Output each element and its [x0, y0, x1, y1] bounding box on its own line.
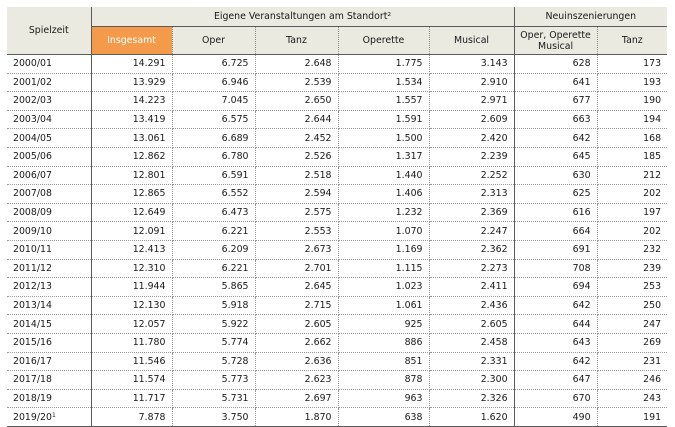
cell-tanz: 2.452 [255, 129, 338, 148]
cell-operette: 878 [338, 371, 429, 390]
cell-insgesamt: 13.061 [91, 129, 172, 148]
cell-tanz: 2.645 [255, 278, 338, 297]
cell-neu-oper-operette-musical: 694 [514, 278, 597, 297]
cell-tanz: 2.539 [255, 73, 338, 92]
header-group-eigene-veranstaltungen: Eigene Veranstaltungen am Standort² [91, 7, 514, 27]
table-row [7, 371, 667, 390]
cell-neu-oper-operette-musical: 644 [514, 315, 597, 334]
table-header [7, 7, 667, 55]
cell-tanz: 2.644 [255, 110, 338, 129]
cell-oper: 6.946 [172, 73, 255, 92]
table-row [7, 166, 667, 185]
theater-statistics-table [7, 7, 667, 427]
cell-tanz: 2.623 [255, 371, 338, 390]
cell-spielzeit: 2016/17 [7, 352, 91, 371]
cell-neu-oper-operette-musical: 642 [514, 129, 597, 148]
cell-neu-tanz: 190 [597, 92, 667, 111]
cell-tanz: 2.594 [255, 185, 338, 204]
cell-spielzeit: 2002/03 [7, 92, 91, 111]
cell-neu-tanz: 246 [597, 371, 667, 390]
cell-oper: 5.774 [172, 333, 255, 352]
cell-operette: 886 [338, 333, 429, 352]
cell-insgesamt: 12.091 [91, 222, 172, 241]
cell-operette: 1.557 [338, 92, 429, 111]
cell-spielzeit: 2003/04 [7, 110, 91, 129]
cell-insgesamt: 11.717 [91, 389, 172, 408]
cell-operette: 925 [338, 315, 429, 334]
cell-musical: 2.239 [429, 147, 514, 166]
cell-spielzeit: 2009/10 [7, 222, 91, 241]
cell-operette: 963 [338, 389, 429, 408]
cell-insgesamt: 12.310 [91, 259, 172, 278]
cell-musical: 2.362 [429, 240, 514, 259]
cell-spielzeit: 2010/11 [7, 240, 91, 259]
cell-neu-oper-operette-musical: 630 [514, 166, 597, 185]
header-neu-oper-line2: Musical [538, 40, 574, 52]
cell-neu-oper-operette-musical: 642 [514, 296, 597, 315]
cell-musical: 2.273 [429, 259, 514, 278]
cell-musical: 3.143 [429, 55, 514, 74]
cell-neu-oper-operette-musical: 616 [514, 203, 597, 222]
cell-oper: 6.552 [172, 185, 255, 204]
cell-musical: 2.331 [429, 352, 514, 371]
cell-insgesamt: 12.057 [91, 315, 172, 334]
cell-neu-oper-operette-musical: 691 [514, 240, 597, 259]
cell-spielzeit: $2019/20^1$ [7, 408, 91, 427]
cell-neu-oper-operette-musical: 664 [514, 222, 597, 241]
table-row [7, 203, 667, 222]
cell-oper: 5.728 [172, 352, 255, 371]
cell-operette: 1.406 [338, 185, 429, 204]
cell-neu-tanz: 232 [597, 240, 667, 259]
cell-insgesamt: 12.801 [91, 166, 172, 185]
cell-operette: 1.115 [338, 259, 429, 278]
header-neu-oper-operette-musical [514, 27, 597, 55]
cell-musical: 1.620 [429, 408, 514, 427]
table-row [7, 389, 667, 408]
cell-neu-oper-operette-musical: 645 [514, 147, 597, 166]
header-oper: Oper [172, 27, 255, 55]
cell-spielzeit: 2004/05 [7, 129, 91, 148]
cell-insgesamt: 12.862 [91, 147, 172, 166]
cell-musical: 2.420 [429, 129, 514, 148]
cell-neu-oper-operette-musical: 628 [514, 55, 597, 74]
table-row [7, 259, 667, 278]
cell-musical: 2.411 [429, 278, 514, 297]
cell-insgesamt: 14.223 [91, 92, 172, 111]
cell-spielzeit: 2001/02 [7, 73, 91, 92]
cell-neu-tanz: 239 [597, 259, 667, 278]
header-operette: Operette [338, 27, 429, 55]
cell-tanz: 2.636 [255, 352, 338, 371]
cell-operette: 1.070 [338, 222, 429, 241]
cell-spielzeit: 2006/07 [7, 166, 91, 185]
table-body [7, 55, 667, 427]
cell-neu-tanz: 202 [597, 185, 667, 204]
cell-oper: 7.045 [172, 92, 255, 111]
cell-insgesamt: 13.929 [91, 73, 172, 92]
cell-neu-oper-operette-musical: 677 [514, 92, 597, 111]
cell-spielzeit: 2013/14 [7, 296, 91, 315]
cell-tanz: 2.650 [255, 92, 338, 111]
cell-tanz: 2.526 [255, 147, 338, 166]
cell-operette: 1.317 [338, 147, 429, 166]
cell-oper: 6.689 [172, 129, 255, 148]
cell-neu-oper-operette-musical: 490 [514, 408, 597, 427]
cell-oper: 6.221 [172, 222, 255, 241]
cell-tanz: 2.715 [255, 296, 338, 315]
table-row [7, 110, 667, 129]
cell-insgesamt: 12.649 [91, 203, 172, 222]
cell-spielzeit: 2000/01 [7, 55, 91, 74]
cell-oper: 6.591 [172, 166, 255, 185]
cell-musical: 2.605 [429, 315, 514, 334]
cell-tanz: 2.697 [255, 389, 338, 408]
cell-neu-tanz: 243 [597, 389, 667, 408]
cell-tanz: 2.648 [255, 55, 338, 74]
cell-insgesamt: 7.878 [91, 408, 172, 427]
header-neu-tanz: Tanz [597, 27, 667, 55]
cell-tanz: 2.553 [255, 222, 338, 241]
cell-musical: 2.609 [429, 110, 514, 129]
cell-musical: 2.910 [429, 73, 514, 92]
table-row [7, 240, 667, 259]
statistics-table-container [7, 7, 667, 427]
cell-operette: 1.061 [338, 296, 429, 315]
table-row [7, 352, 667, 371]
cell-spielzeit: 2007/08 [7, 185, 91, 204]
header-group-neuinszenierungen: Neuinszenierungen [514, 7, 667, 27]
cell-operette: 1.500 [338, 129, 429, 148]
cell-insgesamt: 12.865 [91, 185, 172, 204]
cell-musical: 2.971 [429, 92, 514, 111]
cell-operette: 1.169 [338, 240, 429, 259]
table-row [7, 222, 667, 241]
cell-operette: 1.232 [338, 203, 429, 222]
cell-spielzeit: 2011/12 [7, 259, 91, 278]
cell-tanz: 1.870 [255, 408, 338, 427]
cell-spielzeit: 2014/15 [7, 315, 91, 334]
cell-musical: 2.300 [429, 371, 514, 390]
cell-spielzeit: 2012/13 [7, 278, 91, 297]
cell-neu-oper-operette-musical: 642 [514, 352, 597, 371]
cell-insgesamt: 11.780 [91, 333, 172, 352]
cell-neu-tanz: 173 [597, 55, 667, 74]
header-musical: Musical [429, 27, 514, 55]
table-row [7, 315, 667, 334]
cell-operette: 1.023 [338, 278, 429, 297]
cell-neu-tanz: 197 [597, 203, 667, 222]
cell-musical: 2.436 [429, 296, 514, 315]
table-row [7, 147, 667, 166]
cell-insgesamt: 11.944 [91, 278, 172, 297]
cell-oper: 6.725 [172, 55, 255, 74]
cell-neu-tanz: 202 [597, 222, 667, 241]
cell-oper: 5.865 [172, 278, 255, 297]
cell-tanz: 2.518 [255, 166, 338, 185]
cell-oper: 3.750 [172, 408, 255, 427]
table-row [7, 55, 667, 74]
cell-tanz: 2.605 [255, 315, 338, 334]
cell-oper: 6.473 [172, 203, 255, 222]
table-row [7, 185, 667, 204]
header-tanz: Tanz [255, 27, 338, 55]
cell-oper: 6.575 [172, 110, 255, 129]
cell-neu-tanz: 253 [597, 278, 667, 297]
cell-operette: 1.534 [338, 73, 429, 92]
cell-spielzeit: 2008/09 [7, 203, 91, 222]
cell-musical: 2.252 [429, 166, 514, 185]
cell-spielzeit: 2017/18 [7, 371, 91, 390]
header-insgesamt: Insgesamt [91, 27, 172, 55]
cell-neu-tanz: 194 [597, 110, 667, 129]
cell-musical: 2.458 [429, 333, 514, 352]
cell-neu-tanz: 193 [597, 73, 667, 92]
header-spielzeit: Spielzeit [7, 7, 91, 55]
cell-insgesamt: 12.130 [91, 296, 172, 315]
cell-musical: 2.313 [429, 185, 514, 204]
cell-oper: 6.780 [172, 147, 255, 166]
cell-oper: 6.209 [172, 240, 255, 259]
cell-neu-tanz: 269 [597, 333, 667, 352]
table-row [7, 296, 667, 315]
cell-spielzeit: 2015/16 [7, 333, 91, 352]
cell-operette: 1.440 [338, 166, 429, 185]
cell-neu-oper-operette-musical: 708 [514, 259, 597, 278]
cell-neu-tanz: 168 [597, 129, 667, 148]
cell-tanz: 2.662 [255, 333, 338, 352]
cell-insgesamt: 11.546 [91, 352, 172, 371]
cell-oper: 5.731 [172, 389, 255, 408]
table-row [7, 129, 667, 148]
cell-neu-tanz: 191 [597, 408, 667, 427]
table-row [7, 92, 667, 111]
cell-oper: 6.221 [172, 259, 255, 278]
cell-oper: 5.918 [172, 296, 255, 315]
cell-oper: 5.773 [172, 371, 255, 390]
cell-musical: 2.369 [429, 203, 514, 222]
cell-insgesamt: 13.419 [91, 110, 172, 129]
cell-oper: 5.922 [172, 315, 255, 334]
cell-neu-oper-operette-musical: 663 [514, 110, 597, 129]
cell-spielzeit: 2018/19 [7, 389, 91, 408]
cell-tanz: 2.673 [255, 240, 338, 259]
cell-spielzeit: 2005/06 [7, 147, 91, 166]
cell-neu-tanz: 212 [597, 166, 667, 185]
cell-musical: 2.247 [429, 222, 514, 241]
cell-insgesamt: 12.413 [91, 240, 172, 259]
cell-tanz: 2.701 [255, 259, 338, 278]
cell-operette: 1.591 [338, 110, 429, 129]
cell-tanz: 2.575 [255, 203, 338, 222]
cell-operette: 851 [338, 352, 429, 371]
table-row [7, 333, 667, 352]
table-row [7, 278, 667, 297]
table-row [7, 408, 667, 427]
cell-neu-oper-operette-musical: 625 [514, 185, 597, 204]
cell-neu-oper-operette-musical: 641 [514, 73, 597, 92]
cell-neu-tanz: 250 [597, 296, 667, 315]
header-neu-oper-line1: Oper, Operette [520, 29, 591, 41]
table-row [7, 73, 667, 92]
cell-operette: 1.775 [338, 55, 429, 74]
cell-operette: 638 [338, 408, 429, 427]
cell-neu-oper-operette-musical: 643 [514, 333, 597, 352]
cell-insgesamt: 14.291 [91, 55, 172, 74]
cell-neu-tanz: 185 [597, 147, 667, 166]
cell-neu-oper-operette-musical: 647 [514, 371, 597, 390]
cell-neu-oper-operette-musical: 670 [514, 389, 597, 408]
cell-musical: 2.326 [429, 389, 514, 408]
cell-neu-tanz: 231 [597, 352, 667, 371]
cell-neu-tanz: 247 [597, 315, 667, 334]
cell-insgesamt: 11.574 [91, 371, 172, 390]
